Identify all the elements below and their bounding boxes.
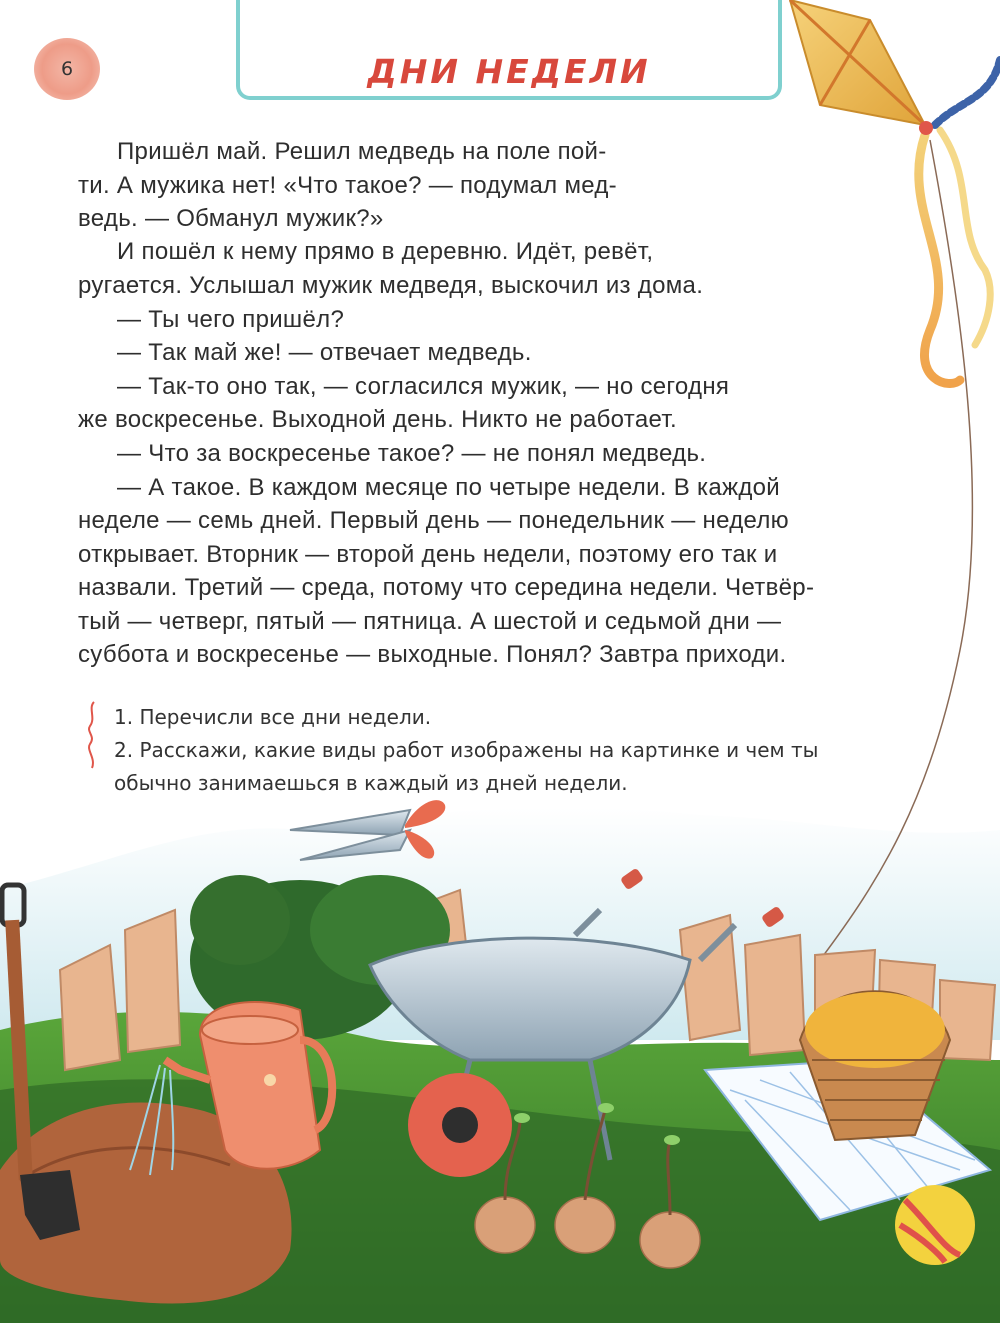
story-line: — Что за воскресенье такое? — не понял медведь. [117,440,707,467]
page-number: 6 [60,58,74,80]
story-line: открывает. Вторник — второй день недели, поэтому его так и [78,541,778,568]
story-line: — Ты чего пришёл? [117,306,345,333]
story-line: И пошёл к нему прямо в деревню. Идёт, ревёт, [117,238,654,265]
story-line: назвали. Третий — среда, потому что середина недели. Четвёр- [78,574,815,601]
story-line: — Так-то оно так, — согласился мужик, — но сегодня [117,373,730,400]
story-line: тый — четверг, пятый — пятница. А шестой и седьмой дни — [78,608,782,635]
story-line: ведь. — Обманул мужик?» [78,205,384,232]
story-line: суббота и воскресенье — выходные. Понял? Завтра приходи. [78,641,787,668]
question-item: обычно занимаешься в каждый из дней недели. [114,771,628,795]
story-line: — Так май же! — отвечает медведь. [117,339,532,366]
brace-icon [84,700,100,770]
story-line: неделе — семь дней. Первый день — понедельник — неделю [78,507,789,534]
kite-icon [790,0,933,135]
story-line: ти. А мужика нет! «Что такое? — подумал мед- [78,172,617,199]
ball-icon [895,1185,975,1265]
question-item: 2. Расскажи, какие виды работ изображены на картинке и чем ты [114,738,819,762]
story-line: ругается. Услышал мужик медведя, выскочил из дома. [78,272,704,299]
story-line: же воскресенье. Выходной день. Никто не работает. [78,406,677,433]
story-line: — А такое. В каждом месяце по четыре недели. В каждой [117,474,780,501]
question-item: 1. Перечисли все дни недели. [114,705,432,729]
page-title: ДНИ НЕДЕЛИ [367,52,651,91]
story-line: Пришёл май. Решил медведь на поле пой- [117,138,607,165]
